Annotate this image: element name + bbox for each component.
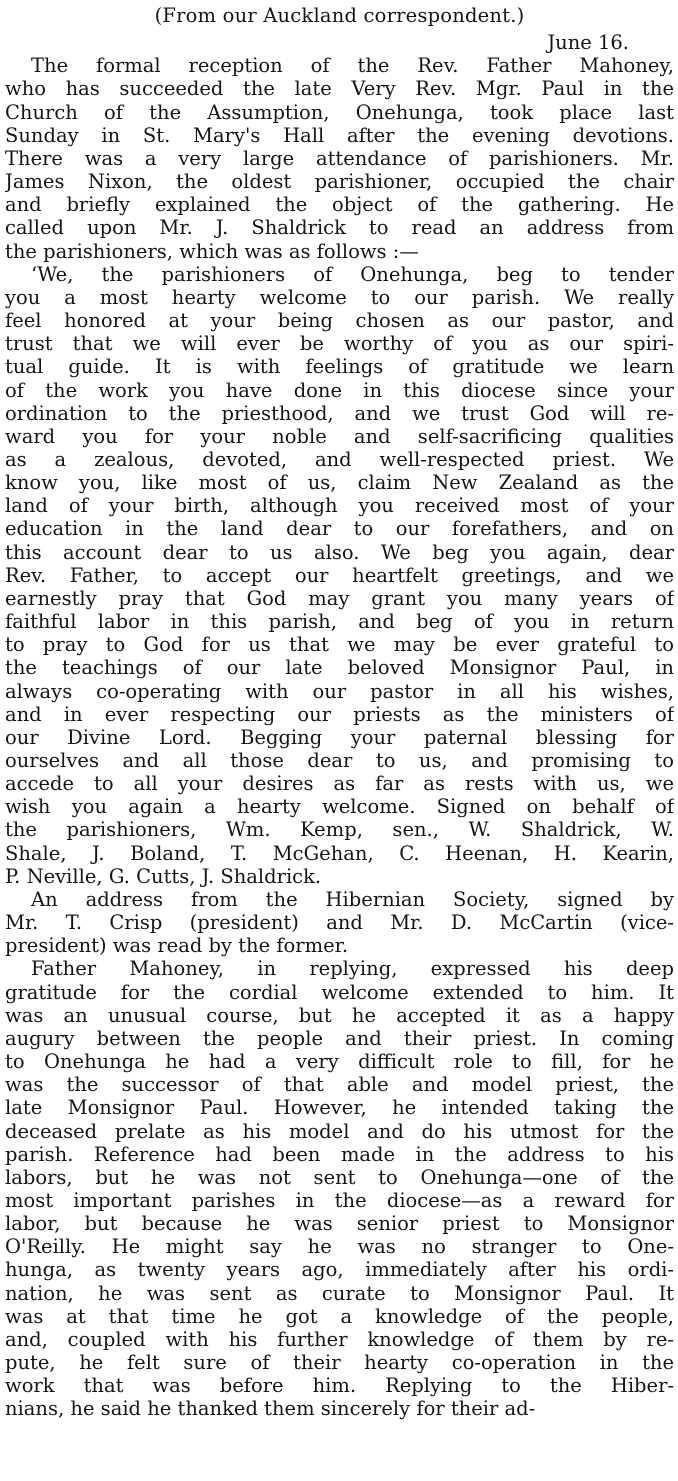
text-line: our Divine Lord. Begging your paternal blessing for (5, 725, 674, 749)
text-line: Church of the Assumption, Onehunga, took place last (5, 100, 674, 124)
text-line: of the work you have done in this diocese since your (5, 378, 674, 402)
text-line: was the successor of that able and model priest, the (5, 1073, 674, 1097)
text-line: education in the land dear to our forefathers, and on (5, 517, 674, 541)
text-line: always co-operating with our pastor in all his wishes, (5, 679, 674, 703)
text-line: feel honored at your being chosen as our pastor, and (5, 309, 674, 333)
article-date: June 16. (547, 31, 629, 55)
text-line: P. Neville, G. Cutts, J. Shaldrick. (5, 864, 322, 888)
text-line: faithful labor in this parish, and beg of you in return (5, 610, 674, 634)
text-line: nians, he said he thanked them sincerely for their ad- (5, 1397, 536, 1421)
article-body (5, 54, 674, 1420)
text-line: earnestly pray that God may grant you many years of (5, 586, 674, 610)
text-line: deceased prelate as his model and do his utmost for the (5, 1119, 674, 1143)
text-line: wish you again a hearty welcome. Signed on behalf of (5, 795, 674, 819)
text-line: Rev. Father, to accept our heartfelt greetings, and we (5, 563, 674, 587)
text-line: most important parishes in the diocese—as a reward for (5, 1188, 674, 1212)
text-line: late Monsignor Paul. However, he intended taking the (5, 1096, 674, 1120)
text-line: augury between the people and their priest. In coming (5, 1026, 674, 1050)
text-line: and, coupled with his further knowledge of them by re- (5, 1327, 674, 1351)
text-line: The formal reception of the Rev. Father Mahoney, (31, 54, 674, 78)
text-line: you a most hearty welcome to our parish. We really (5, 285, 674, 309)
text-line: O'Reilly. He might say he was no stranger to One- (5, 1235, 674, 1259)
text-line: the teachings of our late beloved Monsignor Paul, in (5, 656, 674, 680)
text-line: this account dear to us also. We beg you again, dear (5, 540, 674, 564)
text-line: land of your birth, although you received most of your (5, 494, 674, 518)
text-line: Sunday in St. Mary's Hall after the evening devotions. (5, 123, 674, 147)
text-line: An address from the Hibernian Society, signed by (31, 887, 674, 911)
text-line: to Onehunga he had a very difficult role to fill, for he (5, 1050, 674, 1074)
article-paragraph (5, 54, 674, 262)
text-line: hunga, as twenty years ago, immediately after his ordi- (5, 1258, 674, 1282)
text-line: and in ever respecting our priests as the ministers of (5, 702, 674, 726)
text-line: Mr. T. Crisp (president) and Mr. D. McCartin (vice- (5, 911, 674, 935)
text-line: labors, but he was not sent to Onehunga—one of the (5, 1165, 674, 1189)
text-line: gratitude for the cordial welcome extended to him. It (5, 980, 674, 1004)
text-line: ourselves and all those dear to us, and promising to (5, 749, 674, 772)
text-line: pute, he felt sure of their hearty co-operation in the (5, 1351, 674, 1375)
text-line: There was a very large attendance of parishioners. Mr. (5, 146, 674, 170)
text-line: accede to all your desires as far as rests with us, we (5, 772, 674, 796)
text-line: ‘We, the parishioners of Onehunga, beg to tender (31, 262, 674, 286)
text-line: the parishioners, Wm. Kemp, sen., W. Shaldrick, W. (5, 818, 674, 842)
article-paragraph (5, 263, 674, 888)
text-line: ordination to the priesthood, and we trust God will re- (5, 401, 674, 425)
text-line: nation, he was sent as curate to Monsignor Paul. It (5, 1281, 674, 1305)
article-paragraph (5, 888, 674, 957)
text-line: to pray to God for us that we may be ever grateful to (5, 633, 674, 657)
text-line: called upon Mr. J. Shaldrick to read an address from (5, 216, 674, 240)
text-line: James Nixon, the oldest parishioner, occupied the chair (5, 170, 674, 194)
text-line: who has succeeded the late Very Rev. Mgr. Paul in the (5, 77, 674, 101)
text-line: parish. Reference had been made in the address to his (5, 1142, 674, 1166)
text-line: know you, like most of us, claim New Zealand as the (5, 471, 674, 495)
text-line: Shale, J. Boland, T. McGehan, C. Heenan, H. Kearin, (5, 841, 674, 865)
text-line: Father Mahoney, in replying, expressed his deep (31, 957, 674, 981)
text-line: work that was before him. Replying to the Hiber- (5, 1374, 674, 1398)
text-line: was an unusual course, but he accepted it as a happy (5, 1003, 674, 1027)
text-line: ward you for your noble and self-sacrificing qualities (5, 424, 674, 448)
text-line: president) was read by the former. (5, 934, 349, 958)
article-paragraph (5, 957, 674, 1420)
dateline: (From our Auckland correspondent.) (154, 4, 525, 27)
text-line: as a zealous, devoted, and well-respected priest. We (5, 447, 674, 471)
text-line: trust that we will ever be worthy of you as our spiri- (5, 332, 674, 356)
text-line: and briefly explained the object of the gathering. He (5, 193, 674, 217)
text-line: tual guide. It is with feelings of gratitude we learn (5, 355, 674, 379)
text-line: labor, but because he was senior priest to Monsignor (5, 1212, 674, 1236)
text-line: was at that time he got a knowledge of the people, (5, 1304, 674, 1328)
text-line: the parishioners, which was as follows :— (5, 239, 419, 263)
